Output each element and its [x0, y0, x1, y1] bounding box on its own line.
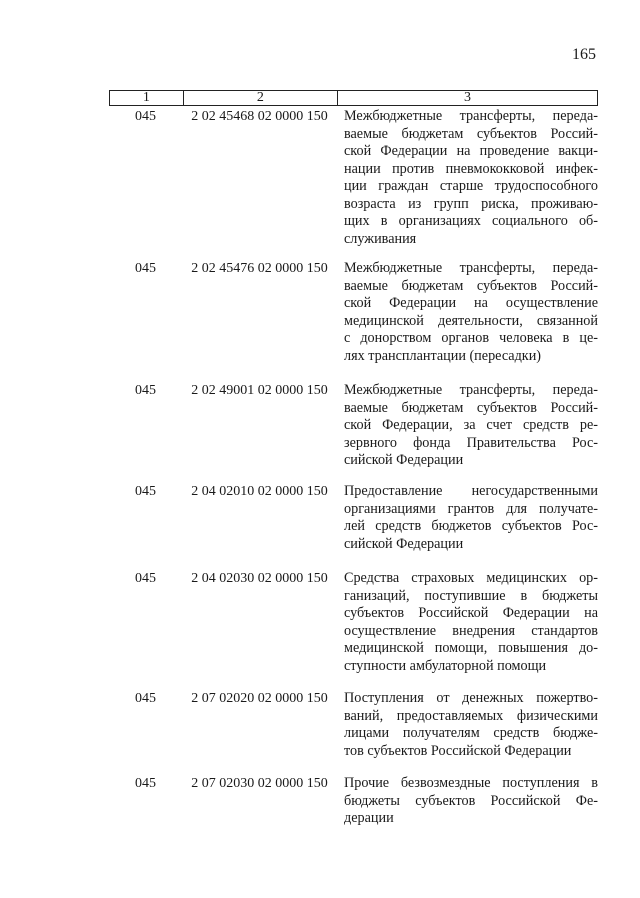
description-line: ваний, предоставляемых физическими	[344, 707, 598, 724]
description-line: Средства страховых медицинских ор-	[344, 570, 598, 586]
budget-code-cell: 2 04 02010 02 0000 150	[191, 484, 328, 499]
description-line: дерации	[344, 810, 394, 826]
description-line: ской Федерации, за счет средств ре-	[344, 417, 598, 433]
description-line: бюджеты субъектов Российской Фе-	[344, 792, 598, 809]
description-line: служивания	[344, 230, 417, 247]
description-cell	[337, 260, 598, 365]
table-row	[109, 690, 598, 760]
description-cell	[337, 570, 598, 675]
table-row	[109, 260, 598, 365]
description-cell	[337, 483, 598, 553]
budget-code-cell: 2 02 45476 02 0000 150	[191, 261, 328, 276]
table-row	[109, 483, 598, 553]
description-line: с донорством органов человека в це-	[344, 330, 598, 346]
description-line: лицами получателям средств бюдже-	[344, 725, 598, 741]
description-line: ваемые бюджетам субъектов Россий-	[344, 399, 598, 416]
description-line: Предоставление негосударственными	[344, 483, 598, 499]
admin-code-cell: 045	[135, 261, 156, 276]
description-line: ской Федерации на осуществление	[344, 295, 598, 311]
description-line: ганизаций, поступившие в бюджеты	[344, 587, 598, 604]
description-line: субъектов Российской Федерации на	[344, 605, 598, 621]
description-line: тов субъектов Российской Федерации	[344, 742, 572, 759]
description-line: ской Федерации на проведение вакци-	[344, 143, 598, 159]
column-header-2: 2	[183, 91, 337, 105]
description-line: медицинской помощи, повышения до-	[344, 640, 598, 656]
description-cell	[337, 775, 598, 828]
budget-code-cell: 2 02 45468 02 0000 150	[191, 109, 328, 124]
description-line: нации против пневмококковой инфек-	[344, 160, 598, 177]
description-line: Поступления от денежных пожертво-	[344, 690, 598, 706]
description-cell	[337, 108, 598, 248]
column-header-3: 3	[337, 91, 597, 105]
description-line: Межбюджетные трансферты, переда-	[344, 260, 598, 276]
table-header-row	[109, 90, 598, 106]
admin-code-cell: 045	[135, 776, 156, 791]
admin-code-cell: 045	[135, 691, 156, 706]
description-line: Межбюджетные трансферты, переда-	[344, 382, 598, 398]
description-cell	[337, 690, 598, 760]
description-line: лях трансплантации (пересадки)	[344, 347, 542, 364]
budget-code-cell: 2 07 02030 02 0000 150	[191, 776, 328, 791]
admin-code-cell: 045	[135, 484, 156, 499]
budget-code-cell: 2 07 02020 02 0000 150	[191, 691, 328, 706]
table-row	[109, 775, 598, 828]
description-line: сийской Федерации	[344, 452, 464, 468]
admin-code-cell: 045	[135, 571, 156, 586]
description-line: организациями грантов для получате-	[344, 500, 598, 517]
budget-code-cell: 2 04 02030 02 0000 150	[191, 571, 328, 586]
description-line: ваемые бюджетам субъектов Россий-	[344, 277, 598, 294]
description-line: лей средств бюджетов субъектов Рос-	[344, 518, 598, 534]
table-row	[109, 108, 598, 248]
description-line: ступности амбулаторной помощи	[344, 657, 547, 674]
column-header-1: 1	[142, 90, 150, 105]
description-line: ции граждан старше трудоспособного	[344, 178, 598, 194]
admin-code-cell: 045	[135, 109, 156, 124]
description-line: осуществление внедрения стандартов	[344, 622, 598, 639]
description-cell	[337, 382, 598, 470]
description-line: Межбюджетные трансферты, переда-	[344, 108, 598, 124]
description-line: Прочие безвозмездные поступления в	[344, 775, 598, 791]
description-line: медицинской деятельности, связанной	[344, 312, 598, 329]
table-row	[109, 382, 598, 470]
description-line: возраста из групп риска, проживаю-	[344, 195, 598, 212]
budget-code-cell: 2 02 49001 02 0000 150	[191, 383, 328, 398]
description-line: щих в организациях социального об-	[344, 213, 598, 229]
description-line: зервного фонда Правительства Рос-	[344, 434, 598, 451]
description-line: ваемые бюджетам субъектов Россий-	[344, 125, 598, 142]
page-number: 165	[572, 46, 596, 63]
admin-code-cell: 045	[135, 383, 156, 398]
description-line: сийской Федерации	[344, 535, 464, 552]
table-row	[109, 570, 598, 675]
